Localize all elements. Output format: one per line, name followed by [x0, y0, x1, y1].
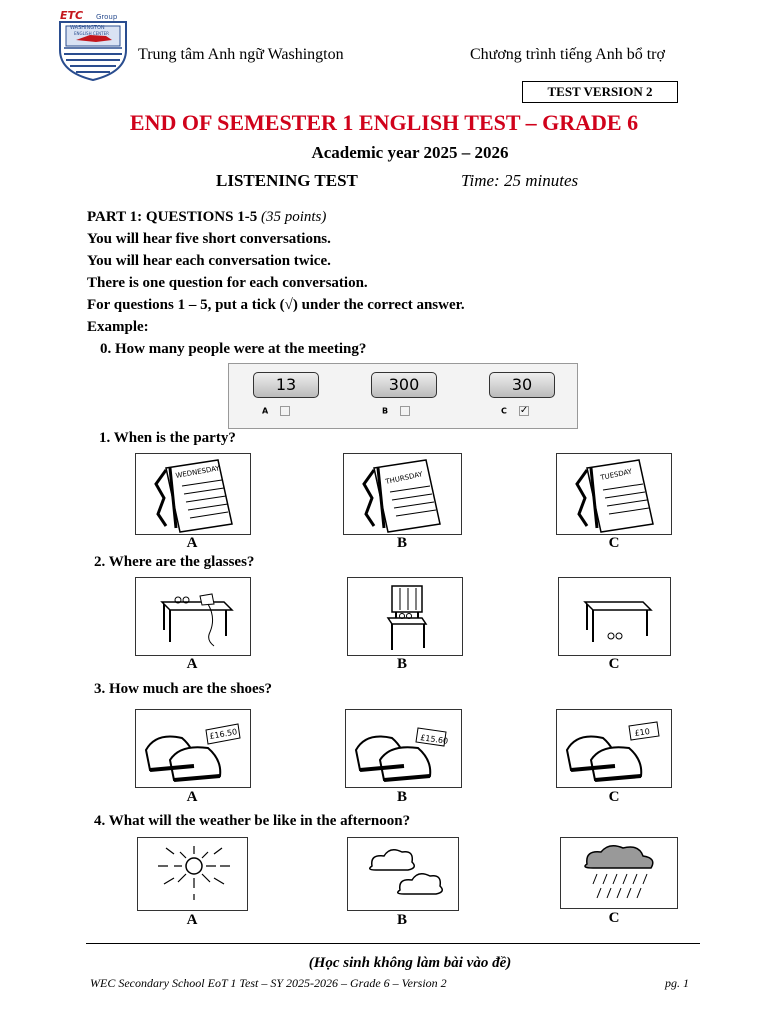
page-number: pg. 1	[665, 976, 689, 990]
calendar-thursday-picture	[343, 453, 462, 535]
cloudy-weather-picture	[347, 837, 459, 911]
center-name: Trung tâm Anh ngữ Washington	[138, 46, 344, 63]
glasses-on-chair-picture	[347, 577, 463, 656]
question-4: 4. What will the weather be like in the afternoon?	[94, 813, 411, 829]
test-version-badge: TEST VERSION 2	[522, 81, 678, 103]
svg-text:THURSDAY: THURSDAY	[384, 470, 424, 486]
question-2: 2. Where are the glasses?	[94, 554, 255, 570]
program-name: Chương trình tiếng Anh bổ trợ	[470, 46, 665, 63]
sunny-weather-picture	[137, 837, 248, 911]
svg-text:ENGLISH CENTER: ENGLISH CENTER	[74, 31, 109, 36]
calendar-wednesday-picture	[135, 453, 251, 535]
shoes-price-c-picture	[556, 709, 672, 788]
option-b: B	[382, 406, 410, 416]
academic-year: Academic year 2025 – 2026	[311, 143, 509, 162]
svg-text:ETC: ETC	[60, 9, 84, 22]
svg-text:£16.50: £16.50	[208, 727, 238, 741]
label-b: B	[396, 535, 407, 551]
svg-text:£15.60: £15.60	[419, 733, 449, 746]
label-a: A	[186, 535, 198, 551]
shoes-price-b-picture	[345, 709, 462, 788]
section-title: LISTENING TEST	[216, 171, 358, 190]
glasses-under-table-picture	[558, 577, 671, 656]
svg-text:Group: Group	[96, 13, 118, 21]
footer-note: (Học sinh không làm bài vào đề)	[308, 955, 512, 971]
glasses-on-table-picture	[135, 577, 251, 656]
option-c-value: 30	[489, 372, 555, 398]
label-b: B	[396, 912, 407, 928]
rainy-weather-picture	[560, 837, 678, 909]
label-b: B	[396, 656, 407, 672]
svg-text:TUESDAY: TUESDAY	[599, 467, 633, 482]
label-c: C	[608, 910, 620, 926]
checkbox-c[interactable]: ✓	[519, 405, 529, 416]
checkbox-b[interactable]	[400, 406, 410, 416]
option-b-value: 300	[371, 372, 437, 398]
option-a: A	[262, 406, 290, 416]
checkbox-a[interactable]	[280, 406, 290, 416]
calendar-tuesday-picture	[556, 453, 672, 535]
part-heading: PART 1: QUESTIONS 1-5 (35 points)	[87, 209, 327, 225]
svg-text:WEDNESDAY: WEDNESDAY	[174, 464, 221, 480]
footer-text: WEC Secondary School EoT 1 Test – SY 2025-2026 – Grade 6 – Version 2	[90, 976, 447, 990]
instruction-line: You will hear each conversation twice.	[87, 253, 331, 269]
option-c: C ✓	[501, 405, 529, 416]
instruction-line: You will hear five short conversations.	[87, 231, 331, 247]
svg-text:£10: £10	[634, 726, 651, 738]
time-limit: Time: 25 minutes	[461, 171, 579, 190]
test-title: END OF SEMESTER 1 ENGLISH TEST – GRADE 6	[129, 110, 639, 135]
label-b: B	[396, 789, 407, 805]
label-c: C	[608, 789, 620, 805]
instruction-line: There is one question for each conversation.	[87, 275, 368, 291]
school-logo	[56, 8, 130, 82]
footer-divider	[86, 943, 700, 944]
label-c: C	[608, 656, 620, 672]
question-3: 3. How much are the shoes?	[94, 681, 273, 697]
label-a: A	[186, 789, 198, 805]
example-answer-box	[228, 363, 578, 429]
question-1: 1. When is the party?	[99, 430, 236, 446]
example-question: 0. How many people were at the meeting?	[100, 341, 367, 357]
label-c: C	[608, 535, 620, 551]
option-a-value: 13	[253, 372, 319, 398]
example-label: Example:	[87, 319, 149, 335]
label-a: A	[186, 656, 198, 672]
svg-text:WASHINGTON: WASHINGTON	[70, 25, 105, 31]
label-a: A	[186, 912, 198, 928]
shoes-price-a-picture	[135, 709, 251, 788]
instruction-line: For questions 1 – 5, put a tick (√) under the correct answer.	[87, 297, 465, 313]
